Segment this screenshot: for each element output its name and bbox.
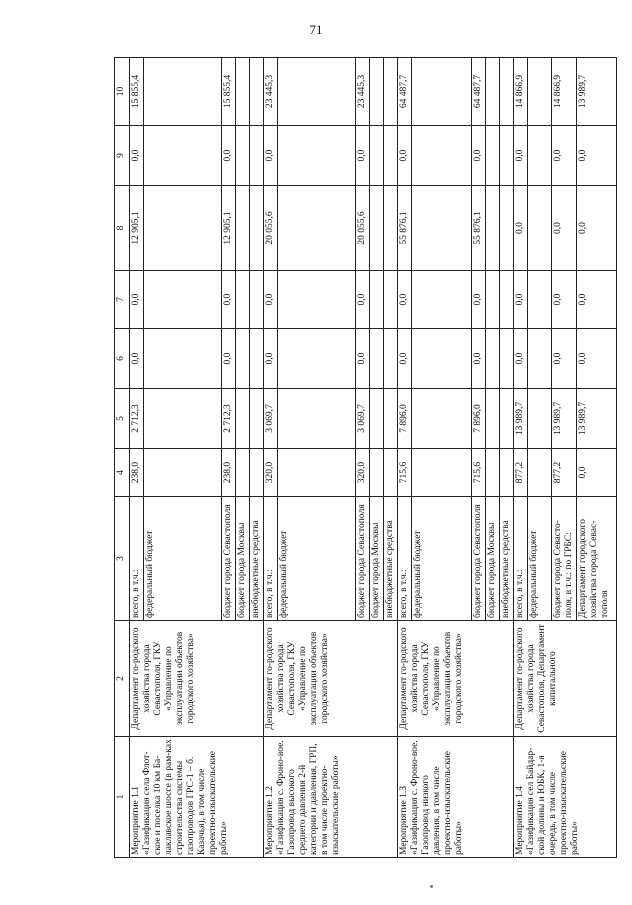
funding-source-cell: всего, в т.ч.:	[264, 497, 278, 621]
funding-source-cell: внебюджетные средства	[500, 497, 514, 621]
value-cell: 0,0	[577, 126, 617, 186]
value-cell	[486, 389, 500, 449]
value-cell	[528, 329, 552, 389]
value-cell: 0,0	[552, 329, 577, 389]
value-cell: 12 905,1	[130, 186, 144, 271]
header-cell: 7	[115, 271, 130, 329]
value-cell	[528, 389, 552, 449]
value-cell: 23 445,3	[264, 58, 278, 126]
header-row	[115, 58, 130, 858]
value-cell: 715,6	[398, 449, 412, 497]
value-cell	[250, 126, 264, 186]
value-cell: 715,6	[472, 449, 486, 497]
value-cell: 12 905,1	[222, 186, 236, 271]
value-cell	[528, 126, 552, 186]
value-cell	[384, 186, 398, 271]
value-cell	[528, 449, 552, 497]
header-cell: 4	[115, 449, 130, 497]
value-cell: 877,2	[514, 449, 528, 497]
value-cell	[370, 449, 384, 497]
value-cell: 0,0	[264, 126, 278, 186]
funding-source-cell: бюджет города Москвы	[370, 497, 384, 621]
value-cell: 7 896,0	[398, 389, 412, 449]
value-cell	[500, 186, 514, 271]
value-cell: 877,2	[552, 449, 577, 497]
value-cell: 23 445,3	[356, 58, 370, 126]
value-cell	[500, 271, 514, 329]
value-cell	[370, 186, 384, 271]
value-cell: 0,0	[398, 271, 412, 329]
value-cell	[278, 58, 356, 126]
value-cell: 0,0	[222, 126, 236, 186]
value-cell	[144, 126, 222, 186]
header-cell: 10	[115, 58, 130, 126]
value-cell: 0,0	[514, 186, 528, 271]
value-cell	[500, 126, 514, 186]
funding-source-cell: внебюджетные средства	[250, 497, 264, 621]
value-cell	[370, 126, 384, 186]
value-cell: 20 055,6	[356, 186, 370, 271]
value-cell	[144, 389, 222, 449]
value-cell: 0,0	[356, 271, 370, 329]
value-cell	[528, 58, 552, 126]
header-cell: 8	[115, 186, 130, 271]
budget-table	[114, 57, 617, 858]
value-cell	[370, 58, 384, 126]
value-cell	[412, 186, 472, 271]
value-cell	[370, 329, 384, 389]
value-cell: 13 989,7	[552, 389, 577, 449]
value-cell: 0,0	[356, 329, 370, 389]
activity-cell: Мероприятие 1.3 «Газификация с. Фроно-вое. Газопровод низкого давления, в том числе проектно-изыскательские работы»	[398, 737, 514, 858]
activity-cell: Мероприятие 1.4 «Газификация сел Байдар-ской долины и ЮБК, 1-я очередь, в том числе проектно-изыскательские работы»	[514, 737, 617, 858]
funding-source-cell: бюджет города Севастополя	[222, 497, 236, 621]
table-body	[115, 58, 617, 858]
value-cell: 238,0	[130, 449, 144, 497]
value-cell: 15 855,4	[130, 58, 144, 126]
value-cell: 55 876,1	[398, 186, 412, 271]
value-cell	[486, 271, 500, 329]
value-cell: 55 876,1	[472, 186, 486, 271]
value-cell: 238,0	[222, 449, 236, 497]
value-cell	[528, 186, 552, 271]
value-cell	[236, 58, 250, 126]
value-cell	[250, 449, 264, 497]
value-cell	[384, 389, 398, 449]
value-cell: 2 712,3	[130, 389, 144, 449]
value-cell	[250, 271, 264, 329]
value-cell	[250, 389, 264, 449]
value-cell	[144, 58, 222, 126]
value-cell	[500, 389, 514, 449]
value-cell	[500, 449, 514, 497]
header-cell: 5	[115, 389, 130, 449]
value-cell: 13 989,7	[514, 389, 528, 449]
value-cell	[278, 389, 356, 449]
value-cell	[278, 449, 356, 497]
value-cell	[486, 186, 500, 271]
table-row	[264, 58, 278, 858]
value-cell	[528, 271, 552, 329]
activity-cell: Мероприятие 1.2 «Газификация с. Фроно-вое. Газопровод высокого среднего давления 2-й категории и давления, ГРП, в том числе проектно-изыскательские работы»	[264, 737, 398, 858]
value-cell	[384, 58, 398, 126]
value-cell	[144, 186, 222, 271]
value-cell: 0,0	[398, 329, 412, 389]
value-cell: 2 712,3	[222, 389, 236, 449]
value-cell: 0,0	[398, 126, 412, 186]
value-cell: 0,0	[552, 271, 577, 329]
funding-source-cell: всего, в т.ч.:	[130, 497, 144, 621]
value-cell	[236, 271, 250, 329]
value-cell: 320,0	[356, 449, 370, 497]
value-cell	[384, 329, 398, 389]
value-cell	[278, 329, 356, 389]
table-row	[514, 58, 528, 858]
value-cell	[486, 58, 500, 126]
value-cell	[236, 329, 250, 389]
value-cell: 0,0	[222, 329, 236, 389]
value-cell	[236, 449, 250, 497]
value-cell	[412, 58, 472, 126]
value-cell: 0,0	[130, 126, 144, 186]
value-cell	[384, 271, 398, 329]
value-cell: 0,0	[264, 329, 278, 389]
value-cell: 3 069,7	[264, 389, 278, 449]
value-cell: 0,0	[552, 126, 577, 186]
value-cell: 14 866,9	[552, 58, 577, 126]
value-cell	[144, 329, 222, 389]
value-cell	[486, 126, 500, 186]
header-cell: 9	[115, 126, 130, 186]
value-cell	[278, 126, 356, 186]
value-cell: 0,0	[472, 271, 486, 329]
funding-source-cell: федеральный бюджет	[528, 497, 552, 621]
funding-source-cell: всего, в т.ч.:	[398, 497, 412, 621]
funding-source-cell: федеральный бюджет	[278, 497, 356, 621]
value-cell	[384, 126, 398, 186]
value-cell: 7 896,0	[472, 389, 486, 449]
funding-source-cell: бюджет города Севастополя	[356, 497, 370, 621]
value-cell	[412, 389, 472, 449]
funding-source-cell: бюджет города Севастополя	[472, 497, 486, 621]
scan-speck	[430, 885, 433, 888]
value-cell: 3 069,7	[356, 389, 370, 449]
value-cell: 64 487,7	[398, 58, 412, 126]
value-cell: 0,0	[514, 271, 528, 329]
table-row	[398, 58, 412, 858]
rotated-table-content	[114, 58, 610, 858]
value-cell: 0,0	[472, 126, 486, 186]
value-cell	[278, 271, 356, 329]
value-cell: 0,0	[577, 186, 617, 271]
value-cell	[486, 449, 500, 497]
value-cell	[500, 58, 514, 126]
value-cell: 64 487,7	[472, 58, 486, 126]
value-cell: 0,0	[472, 329, 486, 389]
value-cell	[144, 271, 222, 329]
table-row	[130, 58, 144, 858]
header-cell: 2	[115, 621, 130, 737]
executor-cell: Департамент го-родского хозяйства города Севастополя, ГКУ «Управление по эксплуатации объектов городского хозяйства»	[398, 621, 514, 737]
value-cell	[384, 449, 398, 497]
funding-source-cell: федеральный бюджет	[144, 497, 222, 621]
executor-cell: Департамент го-родского хозяйства города Севастополя, ГКУ «Управление по эксплуатации объектов городского хозяйства»	[130, 621, 264, 737]
value-cell	[412, 329, 472, 389]
header-cell: 3	[115, 497, 130, 621]
value-cell: 15 855,4	[222, 58, 236, 126]
funding-source-cell: Департамент городского хозяйства города Севас-тополя	[577, 497, 617, 621]
header-cell: 1	[115, 737, 130, 858]
value-cell	[412, 126, 472, 186]
page-number: 71	[309, 22, 323, 37]
header-cell: 6	[115, 329, 130, 389]
value-cell: 13 989,7	[577, 389, 617, 449]
executor-cell: Департамент го-родского хозяйства города Севастополя, ГКУ «Управление по эксплуатации объектов городского хозяйства»	[264, 621, 398, 737]
executor-cell: Департамент го-родского хозяйства города Севастополя, Департамент капитального	[514, 621, 617, 737]
value-cell: 0,0	[514, 329, 528, 389]
value-cell	[144, 449, 222, 497]
value-cell: 0,0	[552, 186, 577, 271]
value-cell: 20 055,6	[264, 186, 278, 271]
value-cell: 0,0	[577, 449, 617, 497]
value-cell	[412, 271, 472, 329]
value-cell: 0,0	[222, 271, 236, 329]
value-cell	[500, 329, 514, 389]
value-cell: 0,0	[514, 126, 528, 186]
value-cell	[250, 58, 264, 126]
value-cell: 0,0	[577, 329, 617, 389]
value-cell	[236, 186, 250, 271]
value-cell: 0,0	[577, 271, 617, 329]
value-cell: 13 989,7	[577, 58, 617, 126]
funding-source-cell: внебюджетные средства	[384, 497, 398, 621]
value-cell	[250, 186, 264, 271]
value-cell	[250, 329, 264, 389]
value-cell	[370, 271, 384, 329]
funding-source-cell: федеральный бюджет	[412, 497, 472, 621]
funding-source-cell: бюджет города Москвы	[236, 497, 250, 621]
value-cell	[278, 186, 356, 271]
value-cell: 320,0	[264, 449, 278, 497]
rotated-table-frame	[114, 58, 610, 858]
value-cell: 14 866,9	[514, 58, 528, 126]
value-cell	[370, 389, 384, 449]
value-cell	[486, 329, 500, 389]
value-cell	[236, 389, 250, 449]
funding-source-cell: всего, в т.ч.:	[514, 497, 528, 621]
funding-source-cell: бюджет города Севасто-поля, в т.ч.: по ГРБС:	[552, 497, 577, 621]
activity-cell: Мероприятие 1.1 «Газификация села Флот-ское и поселка 10 км Ба-лаклавское шоссе (в рам-ках строительства системы газопроводов ГРС-1 – б. Казачья), в том числе проектно-изыскательские работы»	[130, 737, 264, 858]
value-cell: 0,0	[356, 126, 370, 186]
value-cell	[412, 449, 472, 497]
value-cell	[236, 126, 250, 186]
value-cell: 0,0	[130, 271, 144, 329]
value-cell: 0,0	[130, 329, 144, 389]
funding-source-cell: бюджет города Москвы	[486, 497, 500, 621]
value-cell: 0,0	[264, 271, 278, 329]
